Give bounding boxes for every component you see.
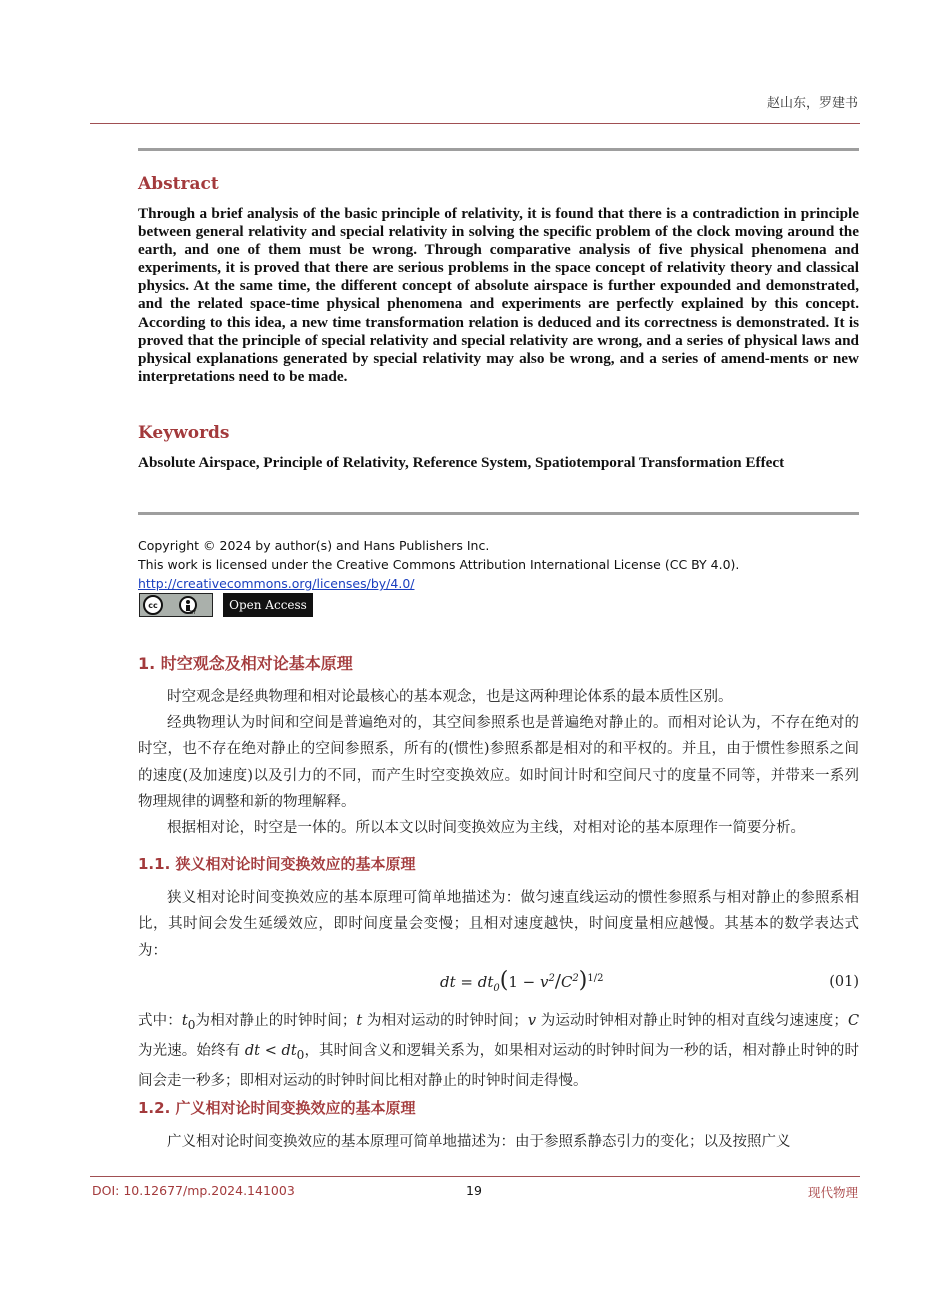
section-1-2-heading: 1.2. 广义相对论时间变换效应的基本原理	[138, 1099, 416, 1117]
page-number: 19	[466, 1183, 482, 1198]
section-1-1-heading: 1.1. 狭义相对论时间变换效应的基本原理	[138, 855, 416, 873]
equation-number: (01)	[829, 974, 859, 990]
section-1-heading: 1. 时空观念及相对论基本原理	[138, 654, 353, 673]
header-rule	[90, 123, 860, 124]
cc-by-license-badge[interactable]	[139, 593, 213, 617]
equation-explanation: 式中：$t_0$为相对静止的时钟时间；t 为相对运动的时钟时间；v 为运动时钟相对静止时钟的相对直线匀速速度；C 为光速。始终有 dt < $dt_0$，其时间含义和逻辑关系为，如果相对运动的时钟时间为一秒的话，相对静止时钟的时间会走一秒多；即相对运动的时钟时间比相对静止的时钟时间走得慢。	[138, 1013, 860, 1090]
section-1-paragraph-3: 根据相对论，时空是一体的。所以本文以时间变换效应为主线，对相对论的基本原理作一简要分析。	[167, 820, 805, 836]
footer-doi[interactable]: DOI: 10.12677/mp.2024.141003	[92, 1183, 295, 1198]
abstract-heading: Abstract	[138, 174, 219, 194]
time-dilation-equation: dt = $dt_0(1 - v^2/C^2)^{1/2}$	[440, 968, 604, 994]
section-1-paragraph-2: 经典物理认为时间和空间是普遍绝对的，其空间参照系也是普遍绝对静止的。而相对论认为，不存在绝对的时空，也不存在绝对静止的空间参照系，所有的(惯性)参照系都是相对的和平权的。并且，由于惯性参照系之间的速度(及加速度)以及引力的不同，而产生时空变换效应。如时间计时和空间尺寸的度量不同等，并带来一系列物理规律的调整和新的物理解释。	[138, 715, 859, 810]
section-1-paragraph-1: 时空观念是经典物理和相对论最核心的基本观念，也是这两种理论体系的最本质性区别。	[167, 689, 733, 705]
abstract-text: Through a brief analysis of the basic principle of relativity, it is found that there is a contradiction in principle between general relativity and special relativity in solving the specific problem of the clock moving around the earth, and one of them must be wrong. Through comparative analysis of five physical phenomena and experiments, it is proved that there are serious problems in the space concept of relativity theory and classical physics. At the same time, the different concept of absolute airspace is further expounded and demonstrated, and the related space-time physical phenomena and experiments are perfectly explained by this concept. According to this idea, a new time transformation relation is deduced and its correctness is demonstrated. It is proved that the principle of special relativity and special relativity are wrong, and a series of physical laws and physical explanations generated by special relativity may also be wrong, and a series of amend-ments or new interpretations need to be made.	[138, 205, 859, 385]
copyright-line: Copyright © 2024 by author(s) and Hans Publishers Inc.	[138, 538, 490, 553]
section-1-1-paragraph: 狭义相对论时间变换效应的基本原理可简单地描述为：做匀速直线运动的惯性参照系与相对静止的参照系相比，其时间会发生延缓效应，即时间度量会变慢；且相对速度越快，时间度量相应越慢。其基本的数学表达式为：	[138, 890, 859, 959]
open-access-badge[interactable]: Open Access	[223, 593, 313, 617]
keywords-bottom-rule	[138, 512, 859, 515]
abstract-top-rule	[138, 148, 859, 151]
footer-journal: 现代物理	[807, 1185, 858, 1200]
license-link[interactable]: http://creativecommons.org/licenses/by/4.0/	[138, 576, 415, 591]
license-line: This work is licensed under the Creative Commons Attribution International License (CC BY 4.0).	[138, 557, 740, 572]
section-1-2-paragraph: 广义相对论时间变换效应的基本原理可简单地描述为：由于参照系静态引力的变化；以及按照广义	[167, 1134, 791, 1150]
by-label: BY	[189, 610, 196, 616]
footer-rule	[90, 1176, 860, 1177]
cc-icon: cc	[143, 595, 163, 615]
running-head: 赵山东，罗建书	[766, 96, 858, 111]
keywords-text: Absolute Airspace, Principle of Relativity, Reference System, Spatiotemporal Transformation Effect	[138, 454, 785, 471]
keywords-heading: Keywords	[138, 423, 230, 443]
